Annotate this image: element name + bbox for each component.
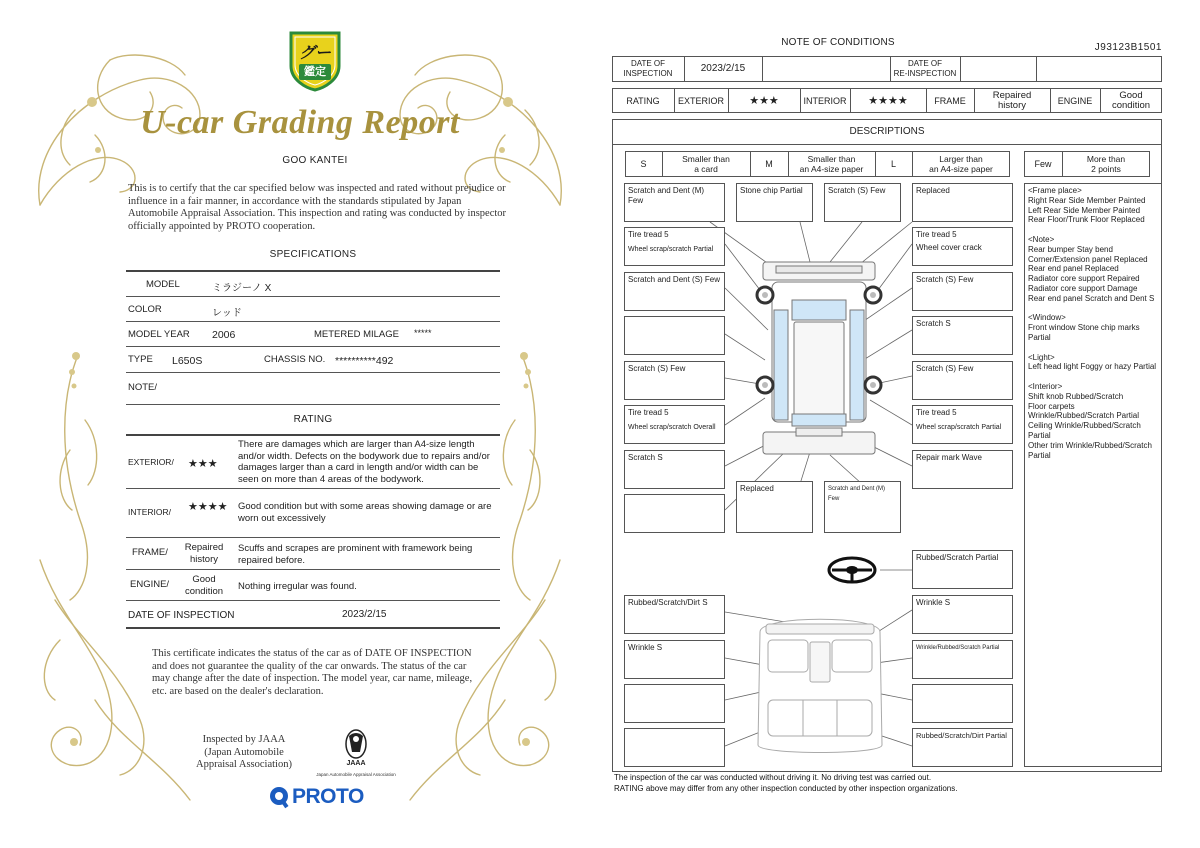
chassis-value: **********492	[335, 355, 394, 367]
chassis-label: CHASSIS NO.	[264, 354, 326, 365]
interior-note-box	[624, 728, 725, 767]
mileage-label: METERED MILAGE	[314, 329, 399, 340]
divider	[126, 404, 500, 405]
legend-l-desc-line1: Larger than	[939, 154, 983, 164]
tire-tread-text: Tire tread 5	[916, 230, 957, 239]
notes-interior: <Interior> Shift knob Rubbed/Scratch Floor carpets Wrinkle/Rubbed/Scratch Partial Ceiling Wrinkle/Rubbed/Scratch Partial Other trim Wrinkle/Rubbed/Scratch Partial	[1028, 381, 1152, 460]
frame-value	[180, 542, 228, 566]
divider	[126, 569, 500, 570]
exterior-note-box: Scratch and Dent (S) Few	[624, 272, 725, 311]
date-of-inspection-label: DATE OF INSPECTION	[128, 610, 235, 621]
proto-logo	[268, 785, 378, 811]
engine-value-line1: Good	[192, 574, 216, 585]
divider	[126, 537, 500, 538]
specifications-heading: SPECIFICATIONS	[269, 249, 357, 260]
legend-s-desc-line2: a card	[694, 164, 718, 174]
reinspection-label-line1: DATE OF	[907, 59, 943, 68]
notes-window: <Window> Front window Stone chip marks Partial	[1028, 313, 1140, 342]
exterior-note-box	[624, 405, 725, 444]
model-year-value: 2006	[212, 329, 236, 341]
interior-note-box: Rubbed/Scratch Partial	[912, 550, 1013, 589]
badge-bottom-text: 鑑定	[299, 64, 331, 80]
tire-tread-text: Tire tread 5	[628, 408, 669, 417]
wheel-note-text: Wheel scrap/scratch Partial	[916, 424, 1002, 431]
legend-m-desc-line1: Smaller than	[807, 154, 856, 164]
exterior-stars: ★★★	[188, 458, 218, 470]
type-value: L650S	[172, 355, 203, 367]
interior-note-box: Wrinkle S	[912, 595, 1013, 634]
steering-wheel-icon	[829, 558, 875, 582]
wheel-note-text: Wheel cover crack	[916, 243, 982, 252]
engine-value-line2: condition	[184, 586, 224, 597]
frame-label: FRAME/	[132, 547, 168, 558]
legend-l: L	[890, 159, 896, 169]
frame-value-line2: history	[190, 554, 218, 565]
divider	[126, 434, 500, 436]
divider	[126, 600, 500, 601]
engine-label: ENGINE	[1057, 95, 1093, 106]
goo-kantei-badge	[288, 30, 342, 92]
reinspection-label-line2: RE-INSPECTION	[893, 69, 957, 78]
exterior-note-box: Scratch (S) Few	[824, 183, 901, 222]
jaaa-mark-text: JAAA	[346, 760, 366, 767]
condition-notes	[1024, 183, 1162, 767]
notes-light: <Light> Left head light Foggy or hazy Partial	[1028, 352, 1157, 372]
jaaa-subtitle: Japan Automobile Appraisal Association	[316, 772, 396, 777]
jaaa-logo	[316, 726, 396, 782]
disclaimer-line2: RATING above may differ from any other inspection conducted by other inspection organizations.	[614, 784, 958, 793]
exterior-note-box	[624, 316, 725, 355]
notes-frame: <Frame place> Right Rear Side Member Painted Left Rear Side Member Painted Rear Floor/Trunk Floor Replaced	[1028, 186, 1146, 225]
frame-value-line1: Repaired	[184, 542, 224, 553]
legend-few-desc-line1: More than	[1086, 154, 1126, 164]
descriptions-heading: DESCRIPTIONS	[849, 126, 925, 137]
exterior-label: EXTERIOR	[677, 95, 724, 106]
color-value: レッド	[212, 308, 242, 319]
interior-stars: ★★★★	[188, 501, 228, 513]
exterior-note-box: Scratch (S) Few	[912, 361, 1013, 400]
divider	[126, 488, 500, 489]
frame-description: Scuffs and scrapes are prominent with framework being repaired before.	[238, 543, 473, 566]
interior-note-box: Wrinkle S	[624, 640, 725, 679]
interior-description: Good condition but with some areas showing damage or are worn out excessively	[238, 501, 492, 524]
divider	[126, 627, 500, 629]
proto-mark-icon	[268, 785, 292, 811]
interior-stars: ★★★★	[868, 94, 908, 107]
date-value: 2023/2/15	[700, 63, 746, 74]
date-label-line1: DATE OF	[630, 59, 666, 68]
divider	[126, 372, 500, 373]
certificate-footer-text: This certificate indicates the status of the car as of DATE OF INSPECTION and does not guarantee the quality of the car onwards. The status of the car may change after the date of inspection. The model year, car name, mileage, etc. are based on the dealer's declaration.	[152, 648, 473, 697]
legend-s-desc-line1: Smaller than	[682, 154, 730, 164]
engine-label: ENGINE/	[130, 579, 170, 590]
interior-note-box	[912, 684, 1013, 723]
exterior-note-box: Replaced	[912, 183, 1013, 222]
divider	[126, 270, 500, 272]
note-label: NOTE/	[128, 382, 158, 393]
disclaimer	[614, 772, 1174, 794]
report-id: J93123B1501	[1094, 42, 1162, 53]
rating-heading: RATING	[293, 414, 333, 425]
date-label-line2: INSPECTION	[623, 69, 673, 78]
interior-note-box: Rubbed/Scratch/Dirt Partial	[912, 728, 1013, 767]
rating-label: RATING	[626, 95, 660, 106]
engine-value-line1: Good	[1119, 89, 1143, 101]
legend-s: S	[640, 159, 647, 169]
exterior-note-box: Stone chip Partial	[736, 183, 813, 222]
model-year-label: MODEL YEAR	[128, 329, 190, 340]
note-of-conditions	[600, 0, 1200, 848]
exterior-label: EXTERIOR/	[128, 457, 174, 467]
type-label: TYPE	[128, 354, 153, 365]
notes-note: <Note> Rear bumper Stay bend Corner/Extension panel Replaced Rear end panel Replaced Radiator core support Repaired Radiator core support Damage Rear end panel Scratch and Dent S	[1028, 234, 1155, 303]
engine-value-line2: condition	[1111, 99, 1151, 111]
legend-m-desc-line2: an A4-size paper	[799, 164, 864, 174]
engine-value	[180, 574, 228, 598]
exterior-note-box: Scratch (S) Few	[912, 272, 1013, 311]
legend-l-desc-line2: an A4-size paper	[929, 164, 993, 174]
interior-label: INTERIOR	[803, 95, 847, 106]
exterior-description: There are damages which are larger than A4-size length and/or width. Defects on the bodywork due to repairs and/or damages larger than a card in length and/or width can be seen on more than 4 areas of the bodywork.	[238, 439, 490, 485]
inspected-by-text: Inspected by JAAA (Japan Automobile Appraisal Association)	[196, 734, 292, 770]
interior-note-box: Rubbed/Scratch/Dirt S	[624, 595, 725, 634]
wheel-note-text: Wheel scrap/scratch Partial	[628, 246, 714, 253]
exterior-note-box: Repair mark Wave	[912, 450, 1013, 489]
exterior-note-box	[624, 494, 725, 533]
proto-logo-text: PROTO	[292, 785, 364, 808]
legend-few: Few	[1034, 159, 1052, 169]
divider	[126, 321, 500, 322]
exterior-note-box	[624, 227, 725, 266]
disclaimer-line1: The inspection of the car was conducted without driving it. No driving test was carried out.	[614, 773, 932, 782]
interior-note-box: Wrinkle/Rubbed/Scratch Partial	[912, 640, 1013, 679]
exterior-note-box	[912, 227, 1013, 266]
certificate-title: U-car Grading Report	[140, 104, 460, 141]
certify-paragraph: This is to certify that the car specified below was inspected and rated without prejudice or influence in a fair manner, in accordance with the standards stipulated by Japan Automobile Appraisal Association. This inspection and rating was conducted by inspector officially appointed by PROTO cooperation.	[128, 183, 507, 232]
mileage-value: *****	[414, 328, 432, 338]
tire-tread-text: Tire tread 5	[628, 230, 669, 239]
exterior-note-box	[912, 405, 1013, 444]
divider	[126, 296, 500, 297]
model-label: MODEL	[146, 279, 180, 290]
color-label: COLOR	[128, 304, 162, 315]
interior-note-box	[624, 684, 725, 723]
exterior-note-box: Scratch and Dent (M) Few	[824, 481, 901, 533]
date-of-inspection-value: 2023/2/15	[342, 609, 387, 620]
engine-description: Nothing irregular was found.	[238, 581, 357, 592]
model-value: ミラジーノ X	[212, 283, 272, 294]
frame-value-line1: Repaired	[992, 89, 1032, 101]
report-title: NOTE OF CONDITIONS	[781, 37, 895, 48]
certificate-subtitle: GOO KANTEI	[282, 155, 348, 166]
wheel-note-text: Wheel scrap/scratch Overall	[628, 424, 716, 431]
exterior-note-box: Scratch and Dent (M) Few	[624, 183, 725, 222]
frame-value-line2: history	[998, 99, 1026, 111]
exterior-note-box: Replaced	[736, 481, 813, 533]
exterior-note-box: Scratch S	[912, 316, 1013, 355]
legend-m: M	[765, 159, 773, 169]
divider	[126, 346, 500, 347]
badge-top-text: グー	[298, 45, 331, 62]
exterior-note-box: Scratch (S) Few	[624, 361, 725, 400]
exterior-stars: ★★★	[749, 94, 779, 107]
frame-label: FRAME	[934, 95, 966, 106]
tire-tread-text: Tire tread 5	[916, 408, 957, 417]
interior-label: INTERIOR/	[128, 507, 171, 517]
exterior-note-box: Scratch S	[624, 450, 725, 489]
legend-few-desc-line2: 2 points	[1091, 164, 1121, 174]
